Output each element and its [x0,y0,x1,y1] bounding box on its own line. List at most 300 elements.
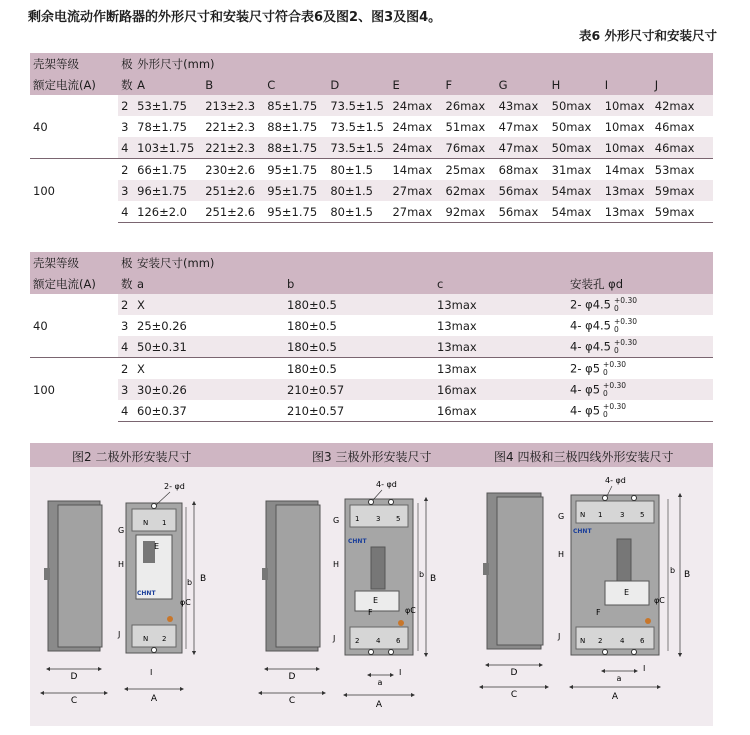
value-text: 14max [604,162,645,177]
value-cell [567,336,713,358]
value-text: 50±0.31 [137,339,187,354]
value-cell [389,201,442,223]
value-text: 88±1.75 [267,119,318,134]
fig2-front-view [117,482,206,704]
fig4-dim-I: I [643,664,646,673]
fig2-dim-E: E [154,542,160,551]
value-cell [434,379,567,400]
value-text: 95±1.75 [267,183,318,198]
value-text: 92max [445,204,486,219]
fig2-dim-I: I [150,668,153,677]
value-text: 60±0.37 [137,403,187,418]
value-cell [327,159,389,181]
table-row [30,116,713,137]
fig3-term-top-3: 5 [396,515,401,523]
value-cell [567,315,713,336]
value-text: 27max [392,183,433,198]
frame-current-cell: 40 [30,294,118,358]
value-text: 78±1.75 [137,119,187,134]
fig3-dim-a: a [377,678,383,687]
value-cell [134,400,284,422]
fig3-dim-B: B [430,574,437,584]
frame-header: 壳架等级 [30,53,118,74]
value-cell [134,137,202,159]
fig2-title: 图2 二极外形安装尺寸 [72,450,192,464]
value-text: 53max [654,162,695,177]
value-text: 4- φ4.5 [570,339,611,353]
fig3-term-top-1: 1 [355,515,360,523]
value-text: 13max [604,183,645,198]
fig3-term-top-2: 3 [376,515,381,523]
fig3-dim-A: A [375,700,383,710]
value-cell [389,180,442,201]
value-cell [567,358,713,380]
table-row [30,201,713,223]
value-text: 180±0.5 [287,339,337,354]
fig4-dim-J: J [558,632,561,641]
tolerance-lower: 0 [614,303,619,313]
tolerance-lower: 0 [603,367,608,377]
value-cell [443,95,496,116]
value-text: 43max [498,98,539,113]
fig4-dim-D: D [510,668,518,678]
value-text: 51max [445,119,486,134]
value-cell [264,116,327,137]
value-text: 13max [604,204,645,219]
value-text: 27max [392,204,433,219]
fig3-hole-label: 4- φd [376,480,397,489]
value-text: 16max [437,403,477,418]
fig4-brand: CHNT [573,528,592,535]
column-header: C [264,74,327,95]
column-header: G [496,74,549,95]
table-row [30,95,713,116]
value-cell [134,336,284,358]
outline-group-header: 外形尺寸(mm) [134,53,713,74]
pole-count-cell: 3 [118,379,134,400]
table-row [30,336,713,358]
fig4-term-top-4: 5 [640,511,645,519]
value-cell [327,180,389,201]
value-text: 96±1.75 [137,183,187,198]
value-text: 68max [498,162,539,177]
value-cell [652,159,713,181]
pole-count-header: 数 [118,273,134,294]
fig4-dim-c: φC [654,596,665,605]
column-header: F [443,74,496,95]
value-text: 126±2.0 [137,204,187,219]
outline-dimension-table [30,53,713,223]
tolerance-lower: 0 [614,345,619,355]
value-text: X [137,297,145,312]
column-header: a [134,273,284,294]
value-cell [264,201,327,223]
column-header: 安装孔 φd [567,273,713,294]
fig3-term-bot-2: 4 [376,637,381,645]
fig3-title: 图3 三极外形安装尺寸 [312,450,432,464]
value-cell [284,315,434,336]
value-text: 221±2.3 [205,119,256,134]
fig4-side-view [481,493,547,700]
fig3-side-view [260,501,324,706]
fig2-dim-G: G [118,526,125,535]
value-cell [284,294,434,315]
value-text: 10max [604,98,645,113]
frame-current-cell: 40 [30,95,118,159]
fig2-hole-label: 2- φd [164,482,185,491]
value-cell [202,95,264,116]
value-text: 80±1.5 [330,204,373,219]
value-text: 95±1.75 [267,204,318,219]
value-text: 251±2.6 [205,183,256,198]
value-text: 56max [498,204,539,219]
value-cell [134,159,202,181]
fig4-dim-C: C [510,690,518,700]
fig4-hole-label: 4- φd [605,476,626,485]
value-cell [652,95,713,116]
tolerance-upper: +0.30 [614,337,637,347]
fig4-term-bot-4: 6 [640,637,645,645]
value-text: 4- φ5 [570,382,601,396]
value-cell [567,294,713,315]
value-text: 221±2.3 [205,140,256,155]
value-cell [327,137,389,159]
value-cell [284,400,434,422]
value-cell [134,180,202,201]
value-text: 73.5±1.5 [330,140,384,155]
frame-current-cell: 100 [30,159,118,223]
value-text: 10max [604,119,645,134]
fig2-term-bot-2: 2 [162,635,167,643]
value-text: 46max [654,140,695,155]
tolerance-upper: +0.30 [603,401,627,411]
current-header: 额定电流(A) [30,74,118,95]
value-text: 2- φ4.5 [570,297,611,311]
fig3-dim-b: b [419,570,425,579]
value-cell [602,137,652,159]
fig3-term-bot-1: 2 [355,637,360,645]
column-header: c [434,273,567,294]
value-cell [549,180,602,201]
value-text: 53±1.75 [137,98,187,113]
value-cell [602,159,652,181]
value-text: 4- φ5 [570,403,601,417]
hole-tolerance [603,382,626,398]
figures-panel [30,443,713,726]
install-header-row-1 [30,252,713,273]
fig4-term-top-2: 1 [598,511,603,519]
fig4-term-top-1: N [580,511,586,519]
value-cell [434,336,567,358]
value-cell [134,201,202,223]
intro-text: 剩余电流动作断路器的外形尺寸和安装尺寸符合表6及图2、图3及图4。 [28,10,442,25]
fig3-dim-C: C [288,696,296,706]
value-text: 47max [498,140,539,155]
fig4-dim-F: F [596,608,601,617]
column-header: J [652,74,713,95]
fig2-dim-D: D [70,672,78,682]
value-text: 66±1.75 [137,162,187,177]
hole-tolerance [614,318,637,334]
value-text: 73.5±1.5 [330,98,384,113]
table-row [30,315,713,336]
fig4-term-bot-3: 4 [620,637,625,645]
fig2-dim-b: b [187,578,193,587]
fig3-dim-c: φC [405,606,416,615]
value-text: 59max [654,204,695,219]
fig2-term-bot-1: N [143,635,149,643]
value-text: 30±0.26 [137,382,187,397]
tolerance-lower: 0 [614,324,619,334]
column-header: I [602,74,652,95]
value-text: 42max [654,98,695,113]
fig4-dim-E: E [624,588,630,597]
fig4-title: 图4 四极和三极四线外形安装尺寸 [494,450,674,464]
value-cell [327,201,389,223]
table-row [30,294,713,315]
value-cell [264,95,327,116]
outline-header-row-1 [30,53,713,74]
value-text: 16max [437,382,477,397]
value-cell [443,180,496,201]
fig2-dim-C: C [70,696,78,706]
value-text: 103±1.75 [137,140,195,155]
pole-count-cell: 3 [121,318,129,333]
value-cell [496,116,549,137]
fig4-term-top-3: 3 [620,511,625,519]
pole-count-cell: 3 [118,180,134,201]
value-cell [496,95,549,116]
frame-current-cell: 100 [30,358,118,422]
value-text: 13max [437,339,477,354]
hole-tolerance [614,297,637,313]
value-text: 180±0.5 [287,361,337,376]
pole-count-cell: 2 [118,95,134,116]
fig4-dim-a: a [616,674,622,683]
value-text: 251±2.6 [205,204,256,219]
value-text: 50max [551,140,592,155]
value-cell [134,95,202,116]
tolerance-upper: +0.30 [614,316,637,326]
value-text: 213±2.3 [205,98,256,113]
hole-tolerance [603,403,626,419]
value-text: 54max [551,204,592,219]
value-text: 76max [445,140,486,155]
value-cell [434,400,567,422]
value-cell [134,379,284,400]
value-text: 50max [551,98,592,113]
value-text: 56max [498,183,539,198]
install-header-row-2 [30,273,713,294]
value-text: 10max [604,140,645,155]
value-cell [284,379,434,400]
value-text: 13max [437,361,477,376]
value-cell [602,201,652,223]
value-text: 210±0.57 [287,403,345,418]
value-cell [264,180,327,201]
fig2-dim-B: B [200,574,207,584]
value-cell [202,116,264,137]
fig3-front-view [332,480,436,710]
value-text: 73.5±1.5 [330,119,384,134]
value-cell [652,201,713,223]
value-cell [549,159,602,181]
hole-tolerance [614,339,637,355]
fig4-dim-H: H [558,550,565,559]
value-cell [567,379,713,400]
pole-count-cell: 4 [118,336,134,358]
value-cell [602,180,652,201]
figures-drawing [30,443,713,726]
value-text: 24max [392,119,433,134]
value-text: 13max [437,318,477,333]
value-cell [652,116,713,137]
fig2-side-view [42,501,106,706]
fig4-dim-G: G [558,512,565,521]
value-text: 25±0.26 [137,318,187,333]
value-cell [443,116,496,137]
value-text: 88±1.75 [267,140,318,155]
pole-header: 极 [118,252,134,273]
value-cell [327,95,389,116]
value-cell [443,159,496,181]
value-cell [496,137,549,159]
tolerance-upper: +0.30 [614,295,637,305]
fig2-term-top-1: N [143,519,149,527]
value-text: 80±1.5 [330,183,373,198]
fig2-dim-c: φC [180,598,191,607]
fig3-dim-J: J [333,634,336,643]
pole-count-cell: 2 [118,159,134,181]
fig3-dim-I: I [399,668,402,677]
fig3-term-bot-3: 6 [396,637,401,645]
value-cell [496,180,549,201]
value-cell [567,400,713,422]
pole-count-cell: 4 [118,137,134,159]
fig3-dim-E: E [373,596,379,605]
value-cell [602,116,652,137]
pole-count-header: 数 [118,74,134,95]
value-text: 50max [551,119,592,134]
table-row [30,159,713,181]
value-cell [264,137,327,159]
outline-header-row-2 [30,74,713,95]
fig3-dim-G: G [333,516,340,525]
value-text: 47max [498,119,539,134]
value-cell [134,294,284,315]
value-text: 24max [392,140,433,155]
tolerance-upper: +0.30 [603,359,627,369]
value-cell [443,137,496,159]
value-text: 54max [551,183,592,198]
tolerance-lower: 0 [603,409,608,419]
fig4-dim-A: A [611,692,619,702]
value-cell [202,137,264,159]
frame-header: 壳架等级 [30,252,118,273]
value-cell [549,201,602,223]
fig2-dim-A: A [150,694,158,704]
fig4-front-view [557,476,690,702]
value-text: 59max [654,183,695,198]
column-header: H [549,74,602,95]
value-text: 62max [445,183,486,198]
column-header: D [327,74,389,95]
value-cell [389,116,442,137]
value-cell [434,294,567,315]
fig2-term-top-2: 1 [162,519,167,527]
pole-count-cell: 4 [118,400,134,422]
fig3-dim-H: H [333,560,340,569]
value-text: 31max [551,162,592,177]
value-cell [389,95,442,116]
value-text: 210±0.57 [287,382,345,397]
fig3-dim-F: F [368,608,373,617]
value-cell [327,116,389,137]
value-cell [134,315,284,336]
pole-count-cell: 4 [118,201,134,223]
column-header: B [202,74,264,95]
install-group-header: 安装尺寸(mm) [134,252,713,273]
value-text: 85±1.75 [267,98,318,113]
tolerance-upper: +0.30 [603,380,627,390]
value-text: 13max [437,297,477,312]
value-text: 25max [445,162,486,177]
column-header: b [284,273,434,294]
fig3-dim-D: D [288,672,296,682]
fig2-dim-H: H [118,560,125,569]
table-row [30,379,713,400]
value-cell [202,201,264,223]
pole-count-cell: 3 [121,119,129,134]
table-row [30,180,713,201]
value-text: X [137,361,145,376]
value-cell [496,159,549,181]
fig4-dim-B: B [684,570,691,580]
value-cell [549,116,602,137]
value-text: 180±0.5 [287,318,337,333]
value-text: 4- φ4.5 [570,318,611,332]
fig4-term-bot-1: N [580,637,586,645]
value-text: 80±1.5 [330,162,373,177]
column-header: E [389,74,442,95]
value-text: 14max [392,162,433,177]
tolerance-lower: 0 [603,388,608,398]
value-cell [652,180,713,201]
value-cell [496,201,549,223]
value-cell [652,137,713,159]
pole-count-cell: 2 [118,358,134,380]
value-cell [284,336,434,358]
value-cell [202,159,264,181]
pole-count-cell: 2 [118,294,134,315]
value-text: 2- φ5 [570,361,601,375]
current-header: 额定电流(A) [30,273,118,294]
value-cell [134,116,202,137]
value-text: 95±1.75 [267,162,318,177]
table-row [30,358,713,380]
table-row [30,400,713,422]
value-cell [549,137,602,159]
value-text: 24max [392,98,433,113]
value-cell [284,358,434,380]
value-cell [202,180,264,201]
value-cell [134,358,284,380]
value-text: 26max [445,98,486,113]
value-text: 180±0.5 [287,297,337,312]
fig2-brand: CHNT [137,590,156,597]
table-row [30,137,713,159]
value-cell [389,137,442,159]
